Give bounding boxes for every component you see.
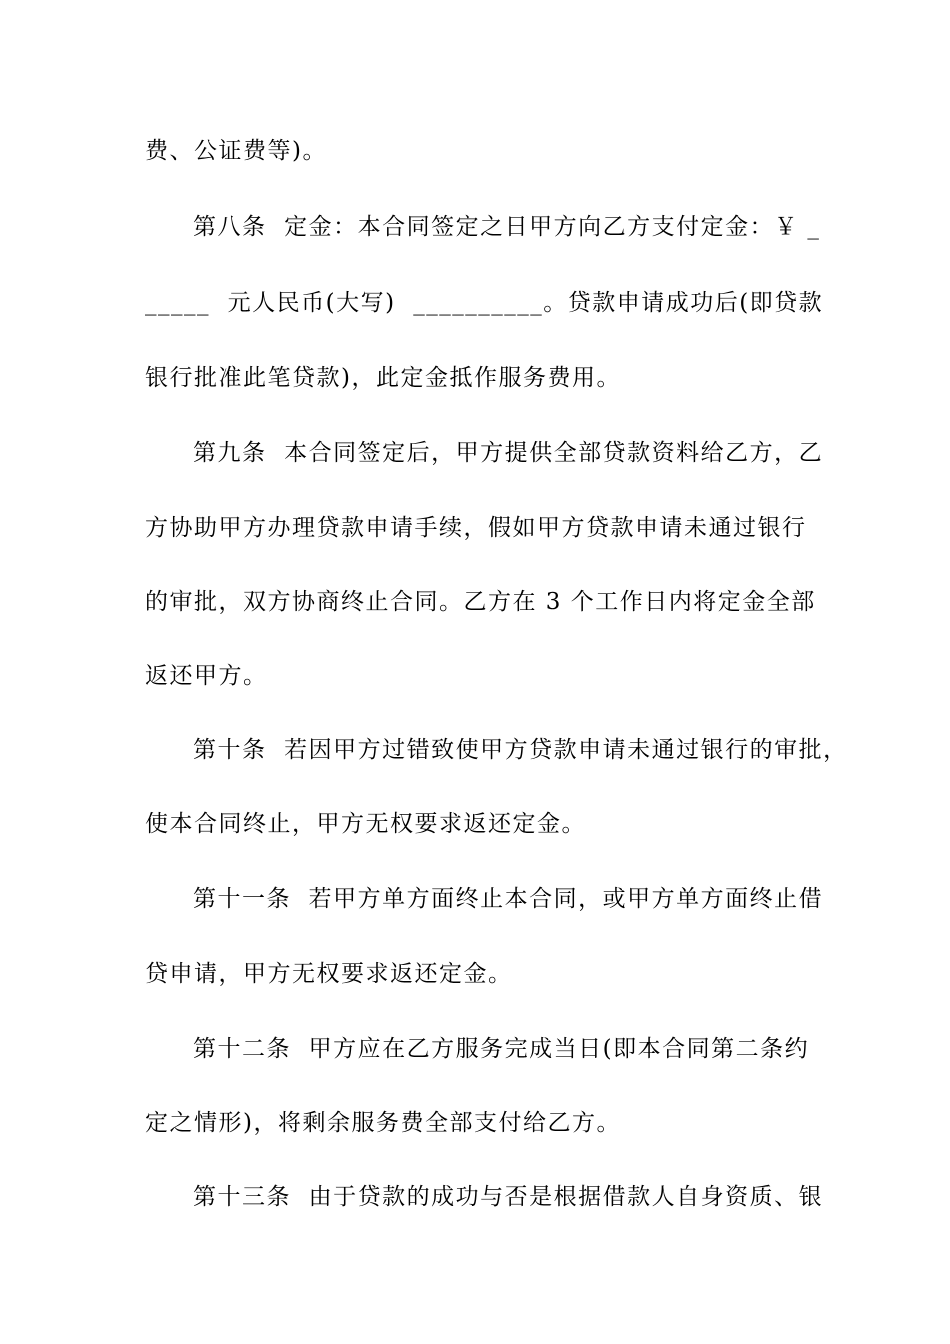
paragraph-line: 第十条 若因甲方过错致使甲方贷款申请未通过银行的审批， bbox=[193, 737, 848, 763]
paragraph-line: 贷申请，甲方无权要求返还定金。 bbox=[145, 961, 513, 987]
paragraph-line: 的审批，双方协商终止合同。乙方在 3 个工作日内将定金全部 bbox=[145, 589, 816, 615]
paragraph-line: 第十一条 若甲方单方面终止本合同，或甲方单方面终止借 bbox=[193, 886, 824, 912]
paragraph-line: 使本合同终止，甲方无权要求返还定金。 bbox=[145, 811, 586, 837]
paragraph-line: 第十三条 由于贷款的成功与否是根据借款人自身资质、银 bbox=[193, 1184, 824, 1210]
paragraph-line: 第十二条 甲方应在乙方服务完成当日(即本合同第二条约 bbox=[193, 1036, 810, 1062]
paragraph-line: _____ 元人民币(大写) __________。贷款申请成功后(即贷款 bbox=[145, 290, 824, 316]
paragraph-line: 方协助甲方办理贷款申请手续，假如甲方贷款申请未通过银行 bbox=[145, 515, 807, 541]
paragraph-line: 返还甲方。 bbox=[145, 663, 268, 689]
paragraph-line: 银行批准此笔贷款)，此定金抵作服务费用。 bbox=[145, 365, 621, 391]
paragraph-line: 第九条 本合同签定后，甲方提供全部贷款资料给乙方，乙 bbox=[193, 440, 824, 466]
paragraph-line: 第八条 定金：本合同签定之日甲方向乙方支付定金：￥ _ bbox=[193, 214, 821, 240]
paragraph-line: 费、公证费等)。 bbox=[145, 138, 327, 164]
paragraph-line: 定之情形)，将剩余服务费全部支付给乙方。 bbox=[145, 1110, 621, 1136]
